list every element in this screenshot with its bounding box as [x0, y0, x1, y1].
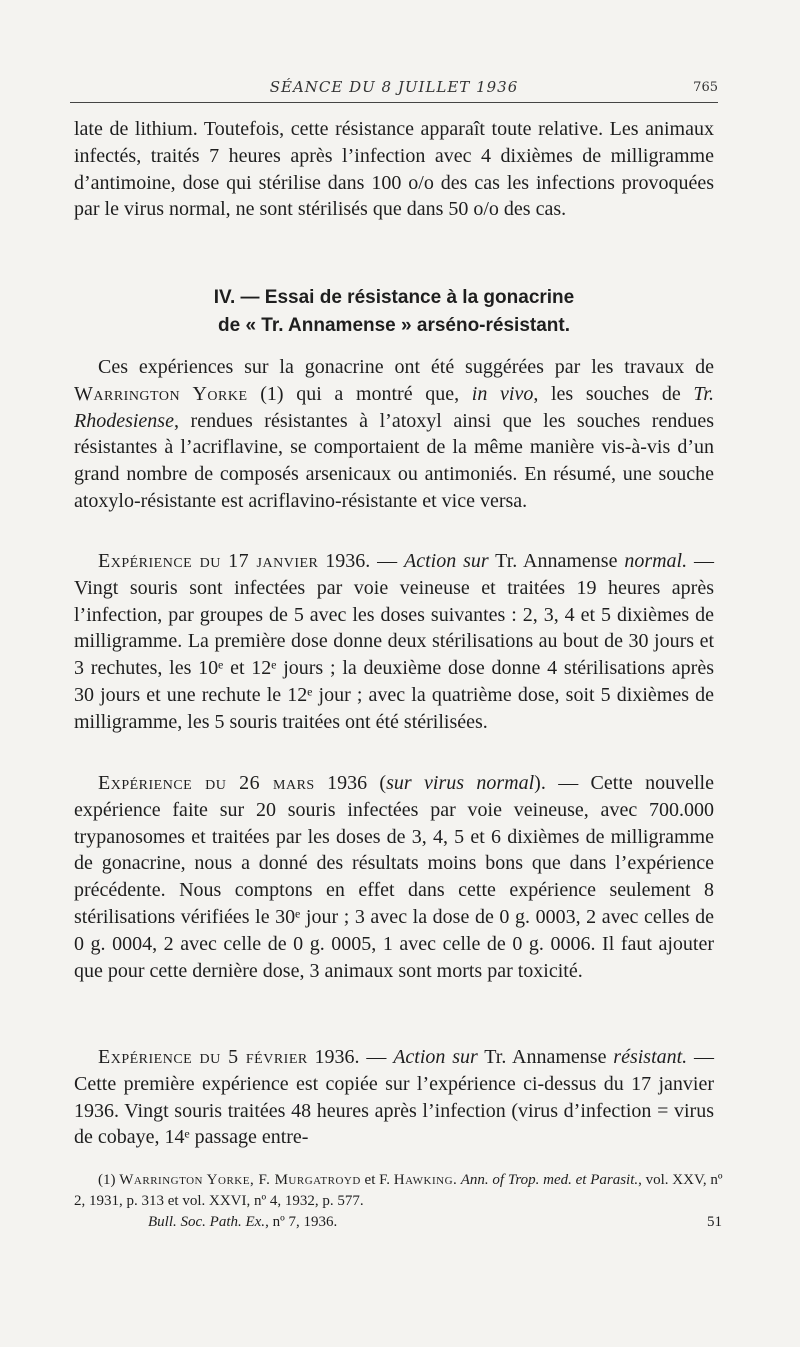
paragraph-experiment-5-february: Expérience du 5 février 1936. — Action sur Tr. Annamense résistant. — Cette première expérience est copiée sur l’expérience ci-dessus du 17 janvier 1936. Vingt souris traitées 48 heures après l’infection (virus d’infection = virus de cobaye, 14ᵉ passage entre- [74, 1046, 715, 1149]
footnote-area [74, 1170, 724, 1233]
paragraph-gonacrine-intro: Ces expériences sur la gonacrine ont été suggérées par les travaux de Warrington Yorke (1) qui a montré que, in vivo, les souches de Tr. Rhodesiense, rendues résistantes à l’atoxyl ainsi que les souches rendues résistantes à l’acriflavine, se comportaient de la même manière vis-à-vis d’un grand nombre de composés arsenicaux ou antimoniés. En résumé, une souche atoxylo-résistante est acriflavino-résistante et vice versa. [74, 356, 714, 512]
footnote-1: (1) Warrington Yorke, F. Murgatroyd et F. Hawking. Ann. of Trop. med. et Parasit., vol. XXV, nº 2, 1931, p. 313 et vol. XXVI, nº 4, 1932, p. 577. [74, 1172, 723, 1209]
author-name: Warrington Yorke [74, 382, 248, 405]
sheet-number: 51 [707, 1214, 722, 1230]
experiment-label: Expérience du 5 février [98, 1046, 308, 1068]
footnote-bulletin-line: Bull. Soc. Path. Ex., nº 7, 1936. 51 [74, 1212, 724, 1233]
experiment-label: Expérience du 17 janvier [98, 550, 319, 572]
experiment-label: Expérience du 26 mars [98, 772, 315, 794]
running-head: SÉANCE DU 8 JUILLET 1936 [269, 78, 519, 96]
paragraph-lithium-result: late de lithium. Toutefois, cette résistance apparaît toute relative. Les animaux infectés, traités 7 heures après l’infection avec 4 dixièmes de milligramme d’antimoine, dose qui stérilise dans 100 o/o des cas les infections provoquées par le virus normal, ne sont stérilisés que dans 50 o/o des cas. [74, 118, 714, 221]
paragraph-experiment-26-march: Expérience du 26 mars 1936 (sur virus normal). — Cette nouvelle expérience faite sur 20 souris infectées par voie veineuse, avec 700.000 trypanosomes et traitées par les doses de 3, 4, 5 et 6 dixièmes de milligramme de gonacrine, nous a donné des résultats moins bons que dans l’expérience précédente. Nous comptons en effet dans cette expérience seulement 8 stérilisations vérifiées le 30ᵉ jour ; 3 avec la dose de 0 g. 0003, 2 avec celles de 0 g. 0004, 2 avec celle de 0 g. 0005, 1 avec celle de 0 g. 0006. Il faut ajouter que pour cette dernière dose, 3 animaux sont morts par toxicité. [74, 772, 714, 982]
section-heading-line-1: IV. — Essai de résistance à la gonacrine [213, 287, 575, 308]
page-number: 765 [693, 80, 718, 95]
bulletin-title: Bull. Soc. Path. Ex. [148, 1214, 266, 1230]
page-header [70, 76, 718, 103]
paragraph-experiment-17-january: Expérience du 17 janvier 1936. — Action sur Tr. Annamense normal. — Vingt souris sont infectées par voie veineuse et traitées 19 heures après l’infection, par groupes de 5 avec les doses suivantes : 2, 3, 4 et 5 dixièmes de milligramme. La première dose donne deux stérilisations au bout de 30 jours et 3 rechutes, les 10ᵉ et 12ᵉ jours ; la deuxième dose donne 4 stérilisations après 30 jours et une rechute le 12ᵉ jour ; avec la quatrième dose, soit 5 dixièmes de milligramme, les 5 souris traitées ont été stérilisées. [74, 550, 714, 733]
section-heading-line-2: de « Tr. Annamense » arséno-résistant. [218, 315, 570, 336]
section-heading-iv [74, 284, 714, 340]
